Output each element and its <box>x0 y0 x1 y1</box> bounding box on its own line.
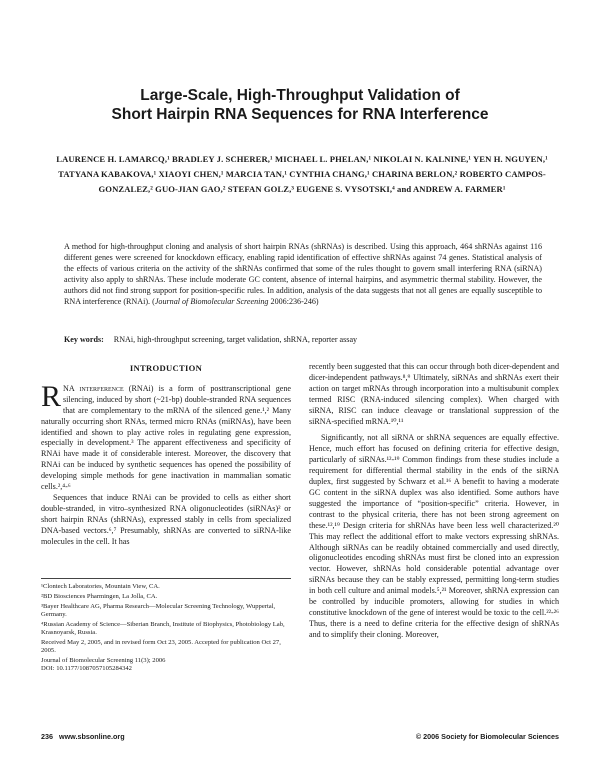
abstract-citation-journal: Journal of Biomolecular Screening <box>154 296 269 306</box>
footnote-affiliation-3: ³Bayer Healthcare AG, Pharma Research—Molecular Screening Technology, Wuppertal, Germany. <box>41 602 276 618</box>
intro-paragraph-4: Significantly, not all siRNA or shRNA sequences are equally effective. Hence, much effort has focused on defining criteria for effective design, particularly of siRNAs.¹²-¹⁹ Common findings from these studies include a requirement for differential thermal stability in the ends of the siRNA duplex, first suggested by Schwarz et al.¹⁶ A benefit to having a moderate GC content in the siRNA duplex was also identified. Some authors have suggested the importance of “position-specific” criteria. However, in contrast to the physical criteria, there has not been strong agreement on these.¹²,¹⁹ Design criteria for shRNAs have been less well characterized.²⁰ This may reflect the additional effort to make vectors expressing shRNAs. Although siRNAs can be readily obtained commercially and used directly, oligonucleotides encoding shRNAs must first be cloned into an expression vector. However, shRNAs hold considerable potential advantage over siRNAs because they can be stably expressed, permitting long-term studies in both cell culture and animal models.⁵,²¹ Moreover, shRNA expression can be controlled by inducible promoters, allowing for studies in which constitutive knockdown of the gene of interest would be toxic to the cell.²²-²⁶ Thus, there is a need to define criteria for the effective design of shRNAs and to simplify their cloning. Moreover, <box>309 433 559 639</box>
abstract-text: A method for high-throughput cloning and analysis of short hairpin RNAs (shRNAs) is described. Using this approach, 464 shRNAs against 116 different genes were screened for knockdown efficacy, enabling rapid identification of effective shRNAs against 74 genes. Statistical analysis of the effects of various criteria on the activity of the shRNAs confirmed that some of the rules thought to govern small interfering RNA (siRNA) activity also apply to shRNAs. These include moderate GC content, absence of internal hairpins, and asymmetric thermal stability. However, the authors did not find strong support for position-specific rules. In addition, analysis of the data suggests that not all genes are equally susceptible to RNA interference (RNAi). <box>64 242 542 306</box>
author-list: LAURENCE H. LAMARCQ,¹ BRADLEY J. SCHERER,¹ MICHAEL L. PHELAN,¹ NIKOLAI N. KALNINE,¹ YEN H. NGUYEN,¹ TATYANA KABAKOVA,¹ XIAOYI CHEN,¹ MARCIA TAN,¹ CYNTHIA CHANG,¹ CHARINA BERLON,² ROBERTO CAMPOS-GONZALEZ,² GUO-JIAN GAO,² STEFAN GOLZ,³ EUGENE S. VYSOTSKI,⁴ and ANDREW A. FARMER¹ <box>56 154 548 194</box>
footnote-received: Received May 2, 2005, and in revised form Oct 23, 2005. Accepted for publication Oct 27, 2005. <box>41 638 281 655</box>
footer-left <box>41 732 125 741</box>
abstract-citation-rest: 2006:236-246) <box>270 296 319 306</box>
page-number: 236 <box>41 732 53 741</box>
footnote-affiliation-2: ²BD Biosciences Pharmingen, La Jolla, CA. <box>41 592 158 600</box>
intro-paragraph-1 <box>41 379 291 493</box>
right-column <box>309 362 559 641</box>
title-line-1: Large-Scale, High-Throughput Validation of <box>140 87 460 104</box>
paper-title <box>40 86 560 124</box>
keywords-label: Key words: <box>64 335 104 344</box>
keywords-text: RNAi, high-throughput screening, target validation, shRNA, reporter assay <box>113 335 358 344</box>
abstract: A method for high-throughput cloning and analysis of short hairpin RNAs (shRNAs) is described. Using this approach, 464 shRNAs against 116 different genes were screened for knockdown efficacy, enabling rapid identification of effective shRNAs against 74 genes. Statistical analysis of the effects of various criteria on the activity of the shRNAs confirmed that some of the rules thought to govern small interfering RNA (siRNA) activity also apply to shRNAs. These include moderate GC content, absence of internal hairpins, and asymmetric thermal stability. However, the authors did not find strong support for position-specific rules. In addition, analysis of the data suggests that not all genes are equally susceptible to RNA interference (RNAi). (Journal of Biomolecular Screening 2006:236-246) <box>64 242 542 306</box>
keywords <box>64 335 542 344</box>
footnotes <box>41 578 291 675</box>
footnote-journal: Journal of Biomolecular Screening 11(3); 2006 <box>41 656 166 664</box>
drop-cap: R <box>41 379 62 413</box>
journal-website-link[interactable]: www.sbsonline.org <box>59 732 125 741</box>
section-heading-introduction: INTRODUCTION <box>129 363 203 373</box>
intro-smallcaps-lead: NA interference <box>63 383 124 393</box>
page-footer <box>41 732 559 741</box>
copyright-notice: © 2006 Society for Biomolecular Sciences <box>415 732 559 741</box>
intro-paragraph-1-text: (RNAi) is a form of posttranscriptional gene silencing, induced by short (~21-bp) double-stranded RNA sequences that are complementary to the mRNA of the silenced gene.¹,² Many naturally occurring short RNAs, termed micro RNAs (miRNAs), have been identified and shown to play active roles in regulating gene expression, especially in development.³ The apparent effectiveness and specificity of RNAi have made it of considerable interest. Moreover, the discovery that RNAi can be induced by synthetic sequences has opened the possibility of developing simple methods for gene inactivation in mammalian somatic cells.²,⁴-⁶ <box>41 383 291 492</box>
footnote-affiliation-1: ¹Clontech Laboratories, Mountain View, CA. <box>41 583 160 590</box>
intro-paragraph-3: recently been suggested that this can occur through both dicer-dependent and dicer-independent pathways.⁸,⁹ Ultimately, siRNAs and shRNAs exert their action on target mRNAs through incorporation into a multisubunit complex termed RISC (RNA-induced silencing complex). When charged with siRNA, RISC can induce cleavage or translational suppression of the siRNA-specified mRNA.¹⁰,¹¹ <box>309 362 559 426</box>
footnote-doi: DOI: 10.1177/1087057105284342 <box>41 665 132 673</box>
title-line-2: Short Hairpin RNA Sequences for RNA Interference <box>111 106 489 123</box>
footnote-affiliation-4: ⁴Russian Academy of Science—Siberian Branch, Institute of Biophysics, Photobiology Lab, Krasnoyarsk, Russia. <box>41 620 285 636</box>
left-column <box>41 363 291 548</box>
intro-paragraph-2: Sequences that induce RNAi can be provided to cells as either short double-stranded, in vitro–synthesized RNA oligonucleotides (siRNAs)² or short hairpin RNAs (shRNAs), expressed stably in cells from specialized DNA-based vectors.⁶,⁷ Presumably, shRNAs are converted to siRNA-like molecules in the cell. It has <box>41 492 291 546</box>
